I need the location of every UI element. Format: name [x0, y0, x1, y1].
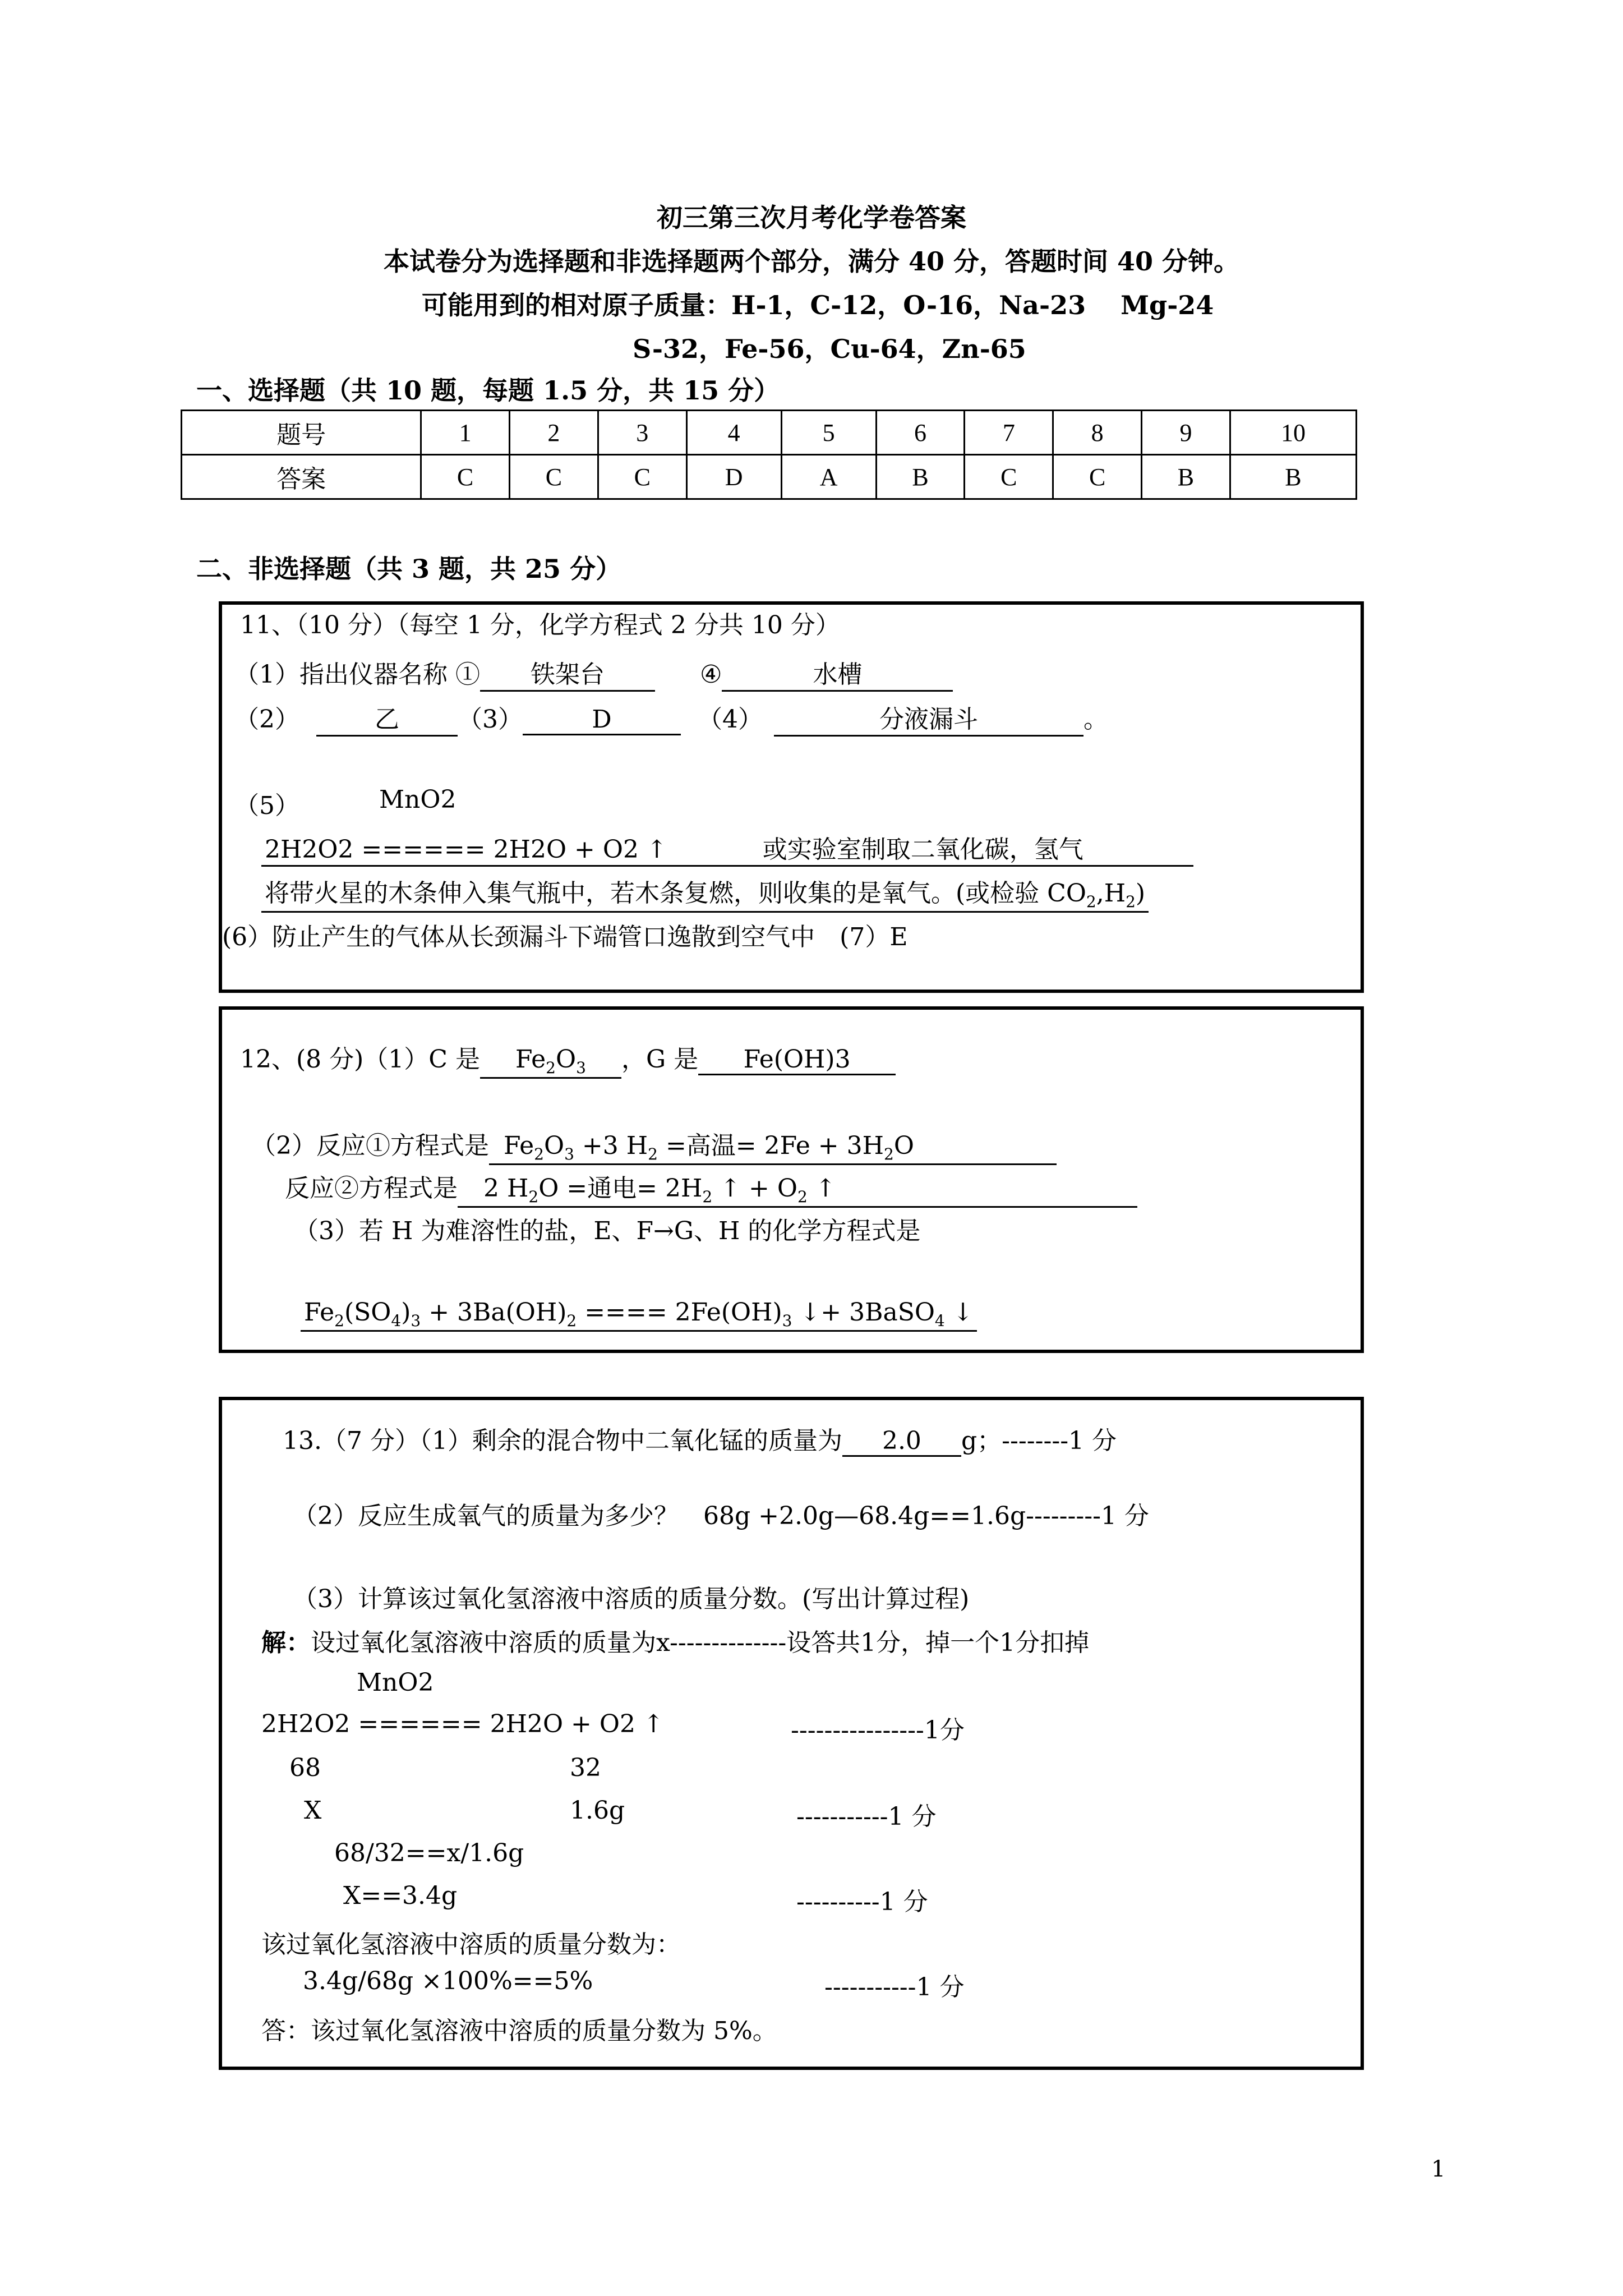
table-row — [182, 455, 1357, 499]
q12-equation-2: 2 $H_2O$ =通电= $2H_2$ ↑ + $O_2$ ↑ — [458, 1168, 1137, 1208]
q12-equation-3: $Fe_2(SO_4)_3 + 3Ba(OH)_2$ ==== $2Fe(OH)_3$ ↓+ 3BaSO$_4$ ↓ — [301, 1298, 977, 1332]
q11-answer-4: 水槽 — [722, 654, 953, 692]
answer-table — [181, 409, 1357, 500]
answer-cell: B — [1142, 455, 1230, 499]
page-number: 1 — [1431, 2156, 1446, 2182]
answer-cell: A — [781, 455, 876, 499]
answer-cell: C — [598, 455, 686, 499]
row-label: 答案 — [182, 455, 421, 499]
row-label: 题号 — [182, 411, 421, 455]
question-number: 7 — [965, 411, 1053, 455]
question-number: 8 — [1053, 411, 1142, 455]
question-number: 9 — [1142, 411, 1230, 455]
section1-heading: 一、选择题（共 10 题，每题 1.5 分，共 15 分） — [196, 375, 780, 406]
question-number: 4 — [686, 411, 781, 455]
atomic-masses-line1: 可能用到的相对原子质量：H-1，C-12，O-16，Na-23 Mg-24 — [422, 290, 1214, 320]
answer-cell: C — [1053, 455, 1142, 499]
q11-header: 11、（10 分）（每空 1 分，化学方程式 2 分共 10 分） — [240, 611, 840, 639]
q11-equation: 2H2O2 ====== 2H2O + O2 ↑ — [265, 835, 667, 864]
q11-catalyst: MnO2 — [379, 785, 457, 814]
q13-part2: （2）反应生成氧气的质量为多少？ 68g +2.0g—68.4g==1.6g---------1 分 — [293, 1502, 1149, 1530]
q13-o2-value: 1.6g — [570, 1796, 625, 1825]
q11-answer-3: D — [523, 705, 681, 735]
q13-unknown: X — [304, 1796, 322, 1825]
question-13-box — [219, 1397, 1364, 2070]
q11-alternative: 或实验室制取二氧化碳，氢气 — [762, 835, 1083, 864]
question-number: 10 — [1230, 411, 1356, 455]
atomic-masses-line2: S-32，Fe-56，Cu-64，Zn-65 — [633, 334, 1026, 364]
q13-unknown-score: -----------1 分 — [796, 1802, 937, 1831]
question-11-box — [219, 601, 1364, 993]
question-number: 6 — [876, 411, 965, 455]
q11-answer-1: 铁架台 — [480, 654, 655, 692]
answer-cell: C — [510, 455, 598, 499]
q11-part5-label: （5） — [234, 792, 299, 820]
q12-reaction2: 反应②方程式是 2 $H_2O$ =通电= $2H_2$ ↑ + $O_2$ ↑ — [285, 1168, 1137, 1208]
answer-cell: C — [421, 455, 510, 499]
question-number: 5 — [781, 411, 876, 455]
q13-answer-1: 2.0 — [842, 1427, 961, 1457]
q13-solution-setup: 解：设过氧化氢溶液中溶质的质量为x--------------设答共1分，掉一个1分扣掉 — [261, 1628, 1090, 1657]
answer-cell: D — [686, 455, 781, 499]
q11-oxygen-test: 将带火星的木条伸入集气瓶中，若木条复燃，则收集的是氧气。(或检验 $CO_2,H_2$) — [261, 873, 1149, 913]
answer-cell: B — [876, 455, 965, 499]
q13-mass-o2: 32 — [570, 1754, 601, 1782]
q11-answer-4-funnel: 分液漏斗 — [774, 699, 1083, 737]
question-12-box — [219, 1006, 1364, 1353]
question-number: 2 — [510, 411, 598, 455]
q13-fraction-label: 该过氧化氢溶液中溶质的质量分数为： — [261, 1930, 681, 1959]
question-number: 3 — [598, 411, 686, 455]
q11-answer-2: 乙 — [316, 699, 458, 737]
q12-equation-1: $Fe_2O_3 +3$ $H_2$ =高温= $2Fe + 3H_2O$ — [489, 1125, 1057, 1165]
q11-parts-2-4: （2） 乙 （3） D （4） 分液漏斗 。 — [234, 699, 1108, 737]
section2-heading: 二、非选择题（共 3 题，共 25 分） — [196, 554, 622, 584]
q13-fraction-calc: 3.4g/68g ×100%==5% — [303, 1967, 593, 1995]
q13-catalyst: MnO2 — [357, 1668, 434, 1697]
page-subtitle: 本试卷分为选择题和非选择题两个部分，满分 40 分，答题时间 40 分钟。 — [383, 246, 1240, 277]
q11-part1: （1）指出仪器名称 ① 铁架台 ④ 水槽 — [234, 654, 953, 692]
q12-reaction1: （2）反应①方程式是 $Fe_2O_3 +3$ $H_2$ =高温= $2Fe + 3H_2O$ — [251, 1125, 1057, 1165]
q13-part1: 13.（7 分）（1）剩余的混合物中二氧化锰的质量为 2.0 g；--------1 分 — [283, 1420, 1117, 1457]
q13-equation: 2H2O2 ====== 2H2O + O2 ↑ — [261, 1710, 664, 1738]
q13-result-score: ----------1 分 — [796, 1888, 928, 1916]
q12-part3: （3）若 H 为难溶性的盐，E、F→G、H 的化学方程式是 — [294, 1217, 921, 1245]
page-title: 初三第三次月考化学卷答案 — [657, 203, 966, 233]
q13-fraction-score: -----------1 分 — [824, 1973, 965, 2001]
q13-result: X==3.4g — [343, 1881, 458, 1910]
q13-final-answer: 答：该过氧化氢溶液中溶质的质量分数为 5%。 — [261, 2017, 777, 2045]
q12-answer-g: Fe(OH)3 — [698, 1045, 896, 1075]
answer-cell: B — [1230, 455, 1356, 499]
q12-answer-c: $Fe_2O_3$ — [480, 1045, 621, 1079]
q11-parts-6-7: (6）防止产生的气体从长颈漏斗下端管口逸散到空气中 (7）E — [222, 923, 908, 951]
q13-mass-h2o2: 68 — [289, 1754, 321, 1782]
table-row — [182, 411, 1357, 455]
q13-ratio: 68/32==x/1.6g — [334, 1839, 524, 1867]
question-number: 1 — [421, 411, 510, 455]
answer-cell: C — [965, 455, 1053, 499]
q12-part1: 12、(8 分)（1）C 是 $Fe_2O_3$ ，G 是 Fe(OH)3 — [240, 1039, 896, 1079]
q11-equation-line — [261, 829, 1193, 867]
q13-equation-score: ----------------1分 — [791, 1716, 965, 1745]
q13-part3: （3）计算该过氧化氢溶液中溶质的质量分数。(写出计算过程) — [293, 1585, 970, 1613]
